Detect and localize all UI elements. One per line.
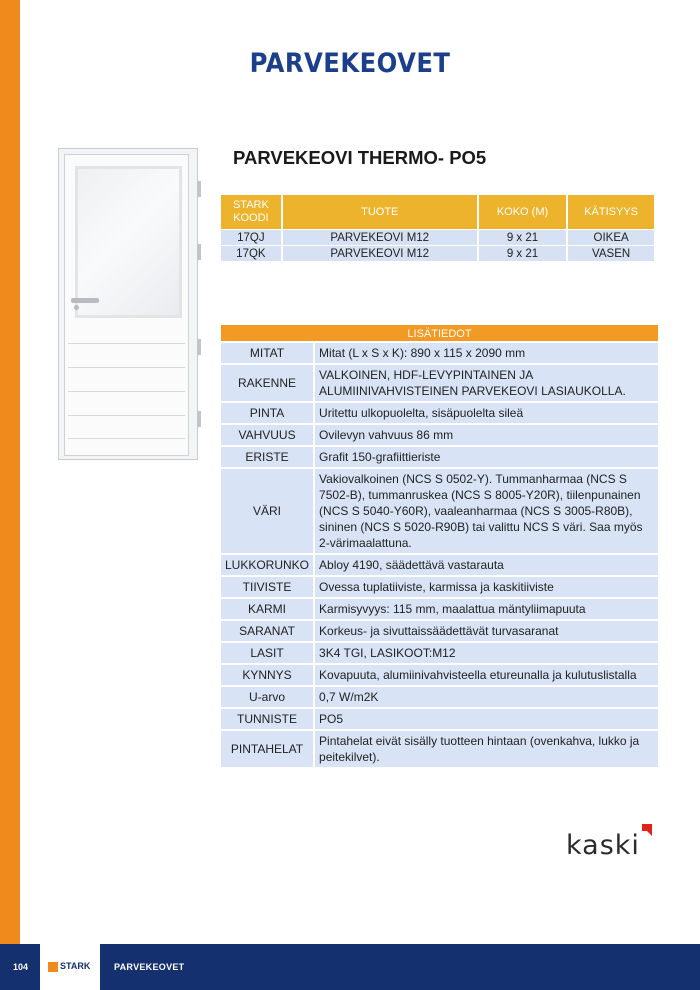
- info-value: Abloy 4190, säädettävä vastarauta: [314, 554, 658, 576]
- cell-size: 9 x 21: [478, 230, 568, 246]
- info-row: [221, 402, 658, 424]
- product-table: [221, 195, 654, 261]
- info-value: Grafit 150-grafiittieriste: [314, 446, 658, 468]
- kaski-logo: [566, 824, 658, 864]
- cell-handedness: OIKEA: [567, 230, 654, 246]
- info-value: Karmisyvyys: 115 mm, maalattua mäntyliimapuuta: [314, 598, 658, 620]
- header-stark-code: STARK KOODI: [221, 195, 282, 230]
- cell-code: 17QJ: [221, 230, 282, 246]
- info-value: Ovessa tuplatiiviste, karmissa ja kaskitiiviste: [314, 576, 658, 598]
- hinge-icon: [197, 339, 201, 355]
- cell-product: PARVEKEOVI M12: [282, 246, 478, 262]
- stark-logo-text: STARK: [60, 961, 91, 971]
- table-row: [221, 246, 654, 262]
- info-label: LASIT: [221, 642, 314, 664]
- info-label: TUNNISTE: [221, 708, 314, 730]
- door-panel-line: [68, 438, 185, 439]
- info-value: 3K4 TGI, LASIKOOT:M12: [314, 642, 658, 664]
- info-value: Korkeus- ja sivuttaissäädettävät turvasaranat: [314, 620, 658, 642]
- info-label: ERISTE: [221, 446, 314, 468]
- hinge-icon: [197, 244, 201, 260]
- info-value: 0,7 W/m2K: [314, 686, 658, 708]
- cell-product: PARVEKEOVI M12: [282, 230, 478, 246]
- info-row: [221, 343, 658, 364]
- cell-handedness: VASEN: [567, 246, 654, 262]
- info-row: [221, 642, 658, 664]
- info-row: [221, 576, 658, 598]
- hinge-icon: [197, 411, 201, 427]
- product-table-header-row: [221, 195, 654, 230]
- door-panel-line: [68, 391, 185, 392]
- door-frame: [58, 148, 198, 460]
- info-row: [221, 364, 658, 402]
- footer: [0, 944, 700, 990]
- info-label: KYNNYS: [221, 664, 314, 686]
- footer-section-title: PARVEKEOVET: [114, 962, 185, 972]
- door-glass: [75, 166, 182, 318]
- info-label: U-arvo: [221, 686, 314, 708]
- info-label: LUKKORUNKO: [221, 554, 314, 576]
- door-product-image: [58, 148, 198, 460]
- info-row: [221, 468, 658, 554]
- kaski-mark-icon: [642, 824, 652, 836]
- info-label: SARANAT: [221, 620, 314, 642]
- info-label: PINTA: [221, 402, 314, 424]
- info-label: MITAT: [221, 343, 314, 364]
- door-leaf: [64, 154, 189, 456]
- door-panel-line: [68, 367, 185, 368]
- info-value: Vakiovalkoinen (NCS S 0502-Y). Tummanharmaa (NCS S 7502-B), tummanruskea (NCS S 8005-Y20R), tiilenpunainen (NCS S 5040-Y60R), vaaleanharmaa (NCS S 3005-R80B), sininen (NCS S 5020-R90B) tai valittu NCS S väri. Saa myös 2-värimaalattuna.: [314, 468, 658, 554]
- stark-logo-icon: [48, 962, 58, 972]
- info-row: [221, 708, 658, 730]
- info-row: [221, 554, 658, 576]
- header-product: TUOTE: [282, 195, 478, 230]
- info-value: Kovapuuta, alumiinivahvisteella etureunalla ja kulutuslistalla: [314, 664, 658, 686]
- info-value: VALKOINEN, HDF-LEVYPINTAINEN JA ALUMIINIVAHVISTEINEN PARVEKEOVI LASIAUKOLLA.: [314, 364, 658, 402]
- info-row: [221, 446, 658, 468]
- hinge-icon: [197, 181, 201, 197]
- info-label: TIIVISTE: [221, 576, 314, 598]
- door-panel-line: [68, 343, 185, 344]
- info-table: [221, 343, 658, 769]
- door-lock-icon: [74, 305, 79, 310]
- info-value: Ovilevyn vahvuus 86 mm: [314, 424, 658, 446]
- product-title: PARVEKEOVI THERMO- PO5: [233, 147, 487, 168]
- stark-logo: [40, 944, 100, 990]
- door-handle-icon: [71, 298, 99, 303]
- info-row: [221, 620, 658, 642]
- info-value: Mitat (L x S x K): 890 x 115 x 2090 mm: [314, 343, 658, 364]
- info-label: PINTAHELAT: [221, 730, 314, 768]
- table-row: [221, 230, 654, 246]
- header-size: KOKO (M): [478, 195, 568, 230]
- info-label: RAKENNE: [221, 364, 314, 402]
- info-value: Uritettu ulkopuolelta, sisäpuolelta sileä: [314, 402, 658, 424]
- page-title: PARVEKEOVET: [249, 48, 451, 79]
- info-header: LISÄTIEDOT: [221, 325, 658, 341]
- info-label: VÄRI: [221, 468, 314, 554]
- info-row: [221, 686, 658, 708]
- info-value: PO5: [314, 708, 658, 730]
- info-row: [221, 730, 658, 768]
- info-label: VAHVUUS: [221, 424, 314, 446]
- header-handedness: KÄTISYYS: [567, 195, 654, 230]
- cell-code: 17QK: [221, 246, 282, 262]
- left-accent-bar: [0, 0, 20, 944]
- info-row: [221, 598, 658, 620]
- info-row: [221, 664, 658, 686]
- cell-size: 9 x 21: [478, 246, 568, 262]
- page-number: 104: [13, 962, 29, 972]
- info-row: [221, 424, 658, 446]
- door-panel-line: [68, 415, 185, 416]
- info-value: Pintahelat eivät sisälly tuotteen hintaan (ovenkahva, lukko ja peitekilvet).: [314, 730, 658, 768]
- kaski-logo-text: kaski: [566, 830, 640, 861]
- info-label: KARMI: [221, 598, 314, 620]
